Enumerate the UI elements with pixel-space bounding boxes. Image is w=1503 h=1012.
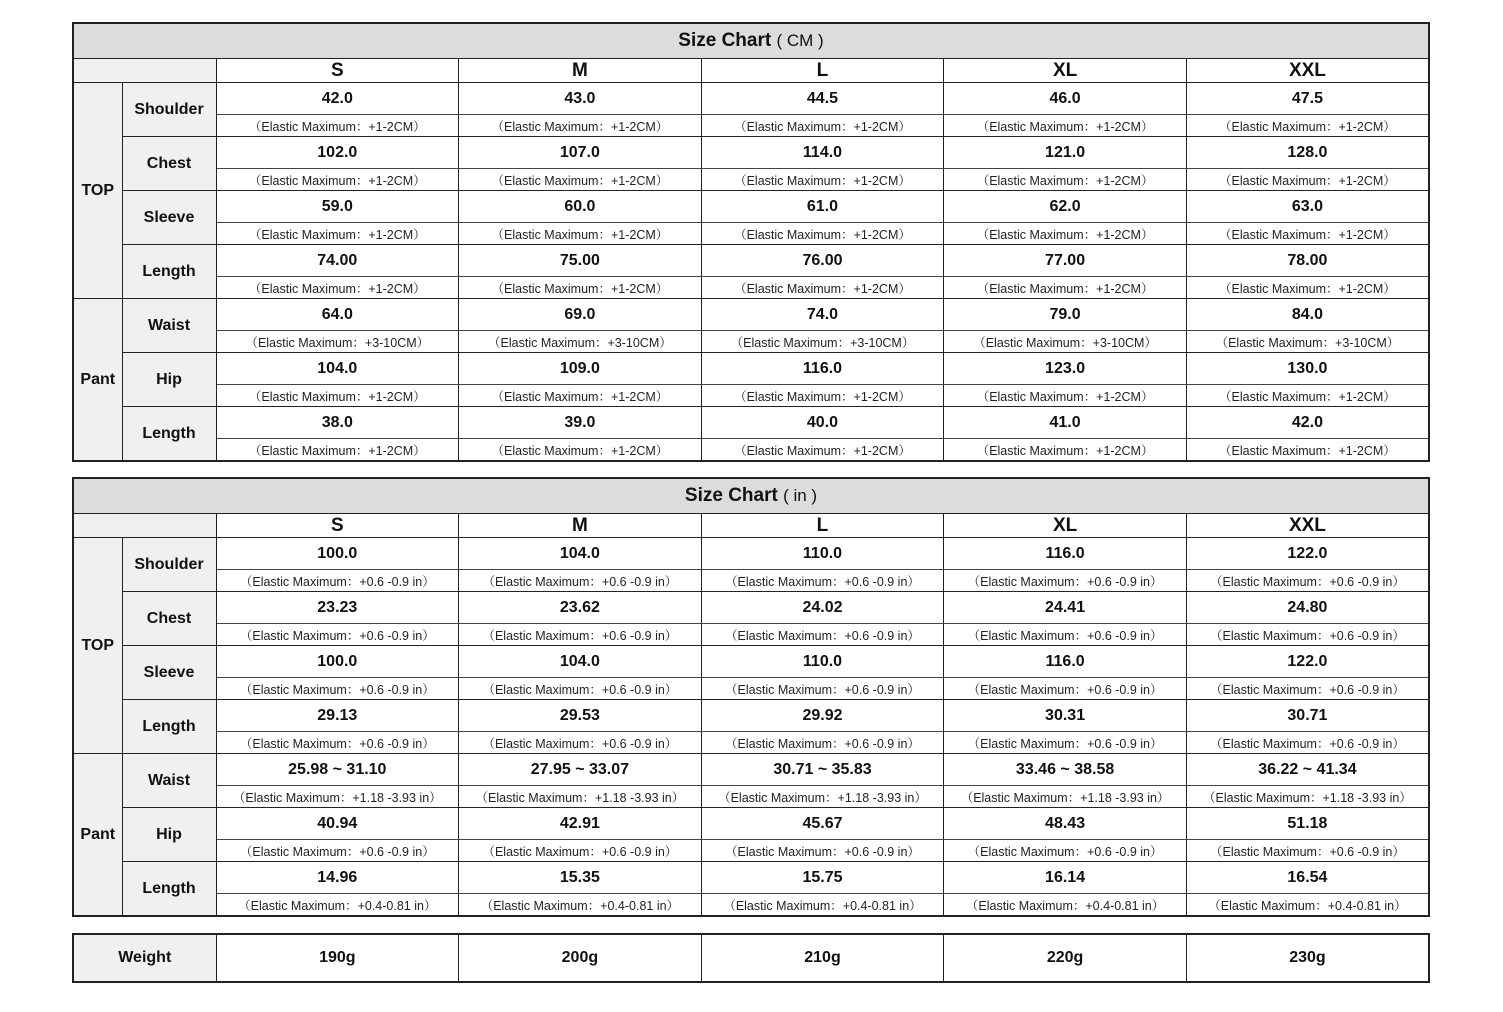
- elastic-note-row: [73, 570, 1429, 592]
- size-header-xxl: XXL: [1186, 59, 1429, 83]
- elastic-note: （Elastic Maximum：+0.6 -0.9 in）: [944, 732, 1187, 754]
- header-blank-cell: [73, 514, 216, 538]
- measurement-value: 23.62: [459, 592, 702, 624]
- measurement-value: 33.46 ~ 38.58: [944, 754, 1187, 786]
- measurement-value: 41.0: [944, 407, 1187, 439]
- elastic-note: （Elastic Maximum：+0.6 -0.9 in）: [216, 732, 459, 754]
- measurement-value: 78.00: [1186, 245, 1429, 277]
- measurement-value: 104.0: [459, 646, 702, 678]
- measurement-value: 122.0: [1186, 538, 1429, 570]
- elastic-note: （Elastic Maximum：+1-2CM）: [1186, 169, 1429, 191]
- measurement-value-row: [73, 191, 1429, 223]
- measurement-value: 100.0: [216, 646, 459, 678]
- measurement-value: 69.0: [459, 299, 702, 331]
- measurement-value-row: [73, 592, 1429, 624]
- elastic-note: （Elastic Maximum：+1.18 -3.93 in）: [216, 786, 459, 808]
- measurement-label-hip: Hip: [122, 808, 216, 862]
- elastic-note: （Elastic Maximum：+0.6 -0.9 in）: [1186, 570, 1429, 592]
- header-blank-cell: [73, 59, 216, 83]
- elastic-note: （Elastic Maximum：+1-2CM）: [1186, 223, 1429, 245]
- elastic-note: （Elastic Maximum：+1-2CM）: [944, 277, 1187, 299]
- elastic-note: （Elastic Maximum：+0.6 -0.9 in）: [944, 624, 1187, 646]
- category-pant: Pant: [73, 299, 122, 462]
- elastic-note: （Elastic Maximum：+0.6 -0.9 in）: [701, 678, 944, 700]
- elastic-note: （Elastic Maximum：+1-2CM）: [459, 277, 702, 299]
- chart-title-row: [73, 23, 1429, 59]
- elastic-note: （Elastic Maximum：+1-2CM）: [216, 169, 459, 191]
- measurement-value-row: [73, 137, 1429, 169]
- measurement-label-chest: Chest: [122, 137, 216, 191]
- measurement-value: 116.0: [701, 353, 944, 385]
- elastic-note: （Elastic Maximum：+1-2CM）: [459, 439, 702, 462]
- measurement-value: 77.00: [944, 245, 1187, 277]
- measurement-value: 76.00: [701, 245, 944, 277]
- measurement-value-row: [73, 808, 1429, 840]
- measurement-value-row: [73, 245, 1429, 277]
- measurement-label-waist: Waist: [122, 754, 216, 808]
- measurement-value: 62.0: [944, 191, 1187, 223]
- elastic-note: （Elastic Maximum：+0.6 -0.9 in）: [459, 624, 702, 646]
- measurement-value: 46.0: [944, 83, 1187, 115]
- measurement-value: 30.71 ~ 35.83: [701, 754, 944, 786]
- size-header-s: S: [216, 514, 459, 538]
- measurement-value: 14.96: [216, 862, 459, 894]
- measurement-label-sleeve: Sleeve: [122, 191, 216, 245]
- measurement-value: 42.91: [459, 808, 702, 840]
- size-header-row: [73, 59, 1429, 83]
- measurement-value: 110.0: [701, 538, 944, 570]
- elastic-note: （Elastic Maximum：+1-2CM）: [701, 115, 944, 137]
- measurement-value: 16.54: [1186, 862, 1429, 894]
- elastic-note: （Elastic Maximum：+0.6 -0.9 in）: [459, 840, 702, 862]
- measurement-value-row: [73, 700, 1429, 732]
- elastic-note-row: [73, 331, 1429, 353]
- elastic-note: （Elastic Maximum：+0.6 -0.9 in）: [701, 732, 944, 754]
- size-header-l: L: [701, 514, 944, 538]
- elastic-note: （Elastic Maximum：+1-2CM）: [944, 169, 1187, 191]
- measurement-value: 15.75: [701, 862, 944, 894]
- measurement-value: 44.5: [701, 83, 944, 115]
- elastic-note-row: [73, 277, 1429, 299]
- measurement-label-hip: Hip: [122, 353, 216, 407]
- measurement-value-row: [73, 646, 1429, 678]
- measurement-value-row: [73, 299, 1429, 331]
- elastic-note: （Elastic Maximum：+1-2CM）: [701, 223, 944, 245]
- measurement-value: 48.43: [944, 808, 1187, 840]
- measurement-value: 24.02: [701, 592, 944, 624]
- measurement-value: 16.14: [944, 862, 1187, 894]
- elastic-note-row: [73, 678, 1429, 700]
- measurement-value: 15.35: [459, 862, 702, 894]
- measurement-label-waist: Waist: [122, 299, 216, 353]
- measurement-label-chest: Chest: [122, 592, 216, 646]
- elastic-note: （Elastic Maximum：+1.18 -3.93 in）: [459, 786, 702, 808]
- elastic-note: （Elastic Maximum：+1-2CM）: [701, 169, 944, 191]
- measurement-value: 36.22 ~ 41.34: [1186, 754, 1429, 786]
- measurement-value: 102.0: [216, 137, 459, 169]
- measurement-value: 64.0: [216, 299, 459, 331]
- elastic-note-row: [73, 624, 1429, 646]
- measurement-value: 29.13: [216, 700, 459, 732]
- elastic-note: （Elastic Maximum：+1-2CM）: [216, 277, 459, 299]
- elastic-note: （Elastic Maximum：+0.6 -0.9 in）: [216, 840, 459, 862]
- elastic-note-row: [73, 223, 1429, 245]
- category-top: TOP: [73, 83, 122, 299]
- size-header-m: M: [459, 59, 702, 83]
- chart-title-text: Size Chart: [684, 485, 778, 506]
- chart-unit-text: ( in ): [783, 486, 818, 505]
- measurement-value: 30.71: [1186, 700, 1429, 732]
- measurement-value: 40.94: [216, 808, 459, 840]
- elastic-note-row: [73, 439, 1429, 462]
- measurement-value: 43.0: [459, 83, 702, 115]
- measurement-value: 38.0: [216, 407, 459, 439]
- measurement-value: 39.0: [459, 407, 702, 439]
- measurement-value: 23.23: [216, 592, 459, 624]
- elastic-note: （Elastic Maximum：+3-10CM）: [216, 331, 459, 353]
- measurement-value: 61.0: [701, 191, 944, 223]
- chart-title: [73, 23, 1429, 59]
- elastic-note: （Elastic Maximum：+0.6 -0.9 in）: [459, 570, 702, 592]
- elastic-note: （Elastic Maximum：+1-2CM）: [216, 223, 459, 245]
- elastic-note: （Elastic Maximum：+1-2CM）: [701, 385, 944, 407]
- measurement-value: 29.53: [459, 700, 702, 732]
- elastic-note-row: [73, 115, 1429, 137]
- elastic-note: （Elastic Maximum：+1-2CM）: [1186, 277, 1429, 299]
- measurement-value-row: [73, 407, 1429, 439]
- measurement-value: 42.0: [216, 83, 459, 115]
- measurement-value: 121.0: [944, 137, 1187, 169]
- category-pant: Pant: [73, 754, 122, 917]
- measurement-value: 45.67: [701, 808, 944, 840]
- elastic-note: （Elastic Maximum：+0.6 -0.9 in）: [459, 678, 702, 700]
- measurement-label-length: Length: [122, 700, 216, 754]
- elastic-note: （Elastic Maximum：+0.6 -0.9 in）: [944, 570, 1187, 592]
- elastic-note: （Elastic Maximum：+0.4-0.81 in）: [701, 894, 944, 917]
- measurement-value-row: [73, 83, 1429, 115]
- elastic-note-row: [73, 169, 1429, 191]
- elastic-note: （Elastic Maximum：+0.6 -0.9 in）: [944, 678, 1187, 700]
- measurement-value: 47.5: [1186, 83, 1429, 115]
- elastic-note-row: [73, 732, 1429, 754]
- elastic-note: （Elastic Maximum：+1.18 -3.93 in）: [1186, 786, 1429, 808]
- elastic-note: （Elastic Maximum：+1-2CM）: [1186, 439, 1429, 462]
- measurement-value: 116.0: [944, 538, 1187, 570]
- measurement-value-row: [73, 754, 1429, 786]
- elastic-note: （Elastic Maximum：+1-2CM）: [216, 385, 459, 407]
- measurement-value: 104.0: [459, 538, 702, 570]
- measurement-label-sleeve: Sleeve: [122, 646, 216, 700]
- elastic-note: （Elastic Maximum：+0.4-0.81 in）: [1186, 894, 1429, 917]
- measurement-value-row: [73, 862, 1429, 894]
- measurement-value: 122.0: [1186, 646, 1429, 678]
- chart-title-text: Size Chart: [678, 30, 772, 51]
- measurement-value: 27.95 ~ 33.07: [459, 754, 702, 786]
- measurement-value: 24.41: [944, 592, 1187, 624]
- size-header-row: [73, 514, 1429, 538]
- measurement-value: 40.0: [701, 407, 944, 439]
- elastic-note-row: [73, 894, 1429, 917]
- elastic-note: （Elastic Maximum：+0.6 -0.9 in）: [216, 624, 459, 646]
- category-top: TOP: [73, 538, 122, 754]
- elastic-note: （Elastic Maximum：+0.6 -0.9 in）: [1186, 840, 1429, 862]
- measurement-value: 42.0: [1186, 407, 1429, 439]
- elastic-note: （Elastic Maximum：+1.18 -3.93 in）: [701, 786, 944, 808]
- weight-value-m: 200g: [459, 934, 702, 982]
- measurement-label-length: Length: [122, 245, 216, 299]
- elastic-note: （Elastic Maximum：+1-2CM）: [216, 115, 459, 137]
- elastic-note: （Elastic Maximum：+1-2CM）: [1186, 385, 1429, 407]
- weight-value-l: 210g: [701, 934, 944, 982]
- elastic-note: （Elastic Maximum：+1-2CM）: [944, 115, 1187, 137]
- measurement-value: 60.0: [459, 191, 702, 223]
- elastic-note-row: [73, 385, 1429, 407]
- size-header-xl: XL: [944, 514, 1187, 538]
- size-header-xl: XL: [944, 59, 1187, 83]
- measurement-value: 107.0: [459, 137, 702, 169]
- measurement-value-row: [73, 538, 1429, 570]
- measurement-value: 104.0: [216, 353, 459, 385]
- measurement-value: 116.0: [944, 646, 1187, 678]
- elastic-note: （Elastic Maximum：+0.6 -0.9 in）: [459, 732, 702, 754]
- weight-value-xl: 220g: [944, 934, 1187, 982]
- chart-title: [73, 478, 1429, 514]
- measurement-value: 30.31: [944, 700, 1187, 732]
- elastic-note: （Elastic Maximum：+0.6 -0.9 in）: [1186, 732, 1429, 754]
- measurement-label-shoulder: Shoulder: [122, 538, 216, 592]
- weight-label: Weight: [73, 934, 216, 982]
- elastic-note: （Elastic Maximum：+0.6 -0.9 in）: [701, 840, 944, 862]
- measurement-value: 123.0: [944, 353, 1187, 385]
- weight-row: [73, 934, 1429, 982]
- elastic-note: （Elastic Maximum：+3-10CM）: [1186, 331, 1429, 353]
- measurement-value: 59.0: [216, 191, 459, 223]
- elastic-note: （Elastic Maximum：+0.4-0.81 in）: [216, 894, 459, 917]
- elastic-note: （Elastic Maximum：+0.6 -0.9 in）: [701, 624, 944, 646]
- measurement-value: 24.80: [1186, 592, 1429, 624]
- elastic-note-row: [73, 786, 1429, 808]
- measurement-value: 110.0: [701, 646, 944, 678]
- measurement-value: 114.0: [701, 137, 944, 169]
- elastic-note: （Elastic Maximum：+1-2CM）: [944, 223, 1187, 245]
- elastic-note: （Elastic Maximum：+1-2CM）: [701, 277, 944, 299]
- elastic-note: （Elastic Maximum：+1-2CM）: [1186, 115, 1429, 137]
- elastic-note: （Elastic Maximum：+3-10CM）: [701, 331, 944, 353]
- size-chart-cm-table: [72, 22, 1430, 462]
- measurement-value: 74.0: [701, 299, 944, 331]
- size-header-m: M: [459, 514, 702, 538]
- elastic-note: （Elastic Maximum：+1-2CM）: [459, 223, 702, 245]
- measurement-value: 75.00: [459, 245, 702, 277]
- size-header-l: L: [701, 59, 944, 83]
- chart-unit-text: ( CM ): [776, 31, 824, 50]
- measurement-label-length: Length: [122, 407, 216, 462]
- elastic-note: （Elastic Maximum：+1-2CM）: [944, 439, 1187, 462]
- elastic-note: （Elastic Maximum：+0.6 -0.9 in）: [1186, 678, 1429, 700]
- measurement-value: 109.0: [459, 353, 702, 385]
- measurement-value: 79.0: [944, 299, 1187, 331]
- size-header-xxl: XXL: [1186, 514, 1429, 538]
- measurement-value: 63.0: [1186, 191, 1429, 223]
- elastic-note: （Elastic Maximum：+1-2CM）: [216, 439, 459, 462]
- measurement-value-row: [73, 353, 1429, 385]
- weight-value-s: 190g: [216, 934, 459, 982]
- elastic-note: （Elastic Maximum：+1-2CM）: [459, 115, 702, 137]
- size-header-s: S: [216, 59, 459, 83]
- measurement-value: 74.00: [216, 245, 459, 277]
- elastic-note: （Elastic Maximum：+1.18 -3.93 in）: [944, 786, 1187, 808]
- elastic-note: （Elastic Maximum：+0.6 -0.9 in）: [701, 570, 944, 592]
- measurement-value: 29.92: [701, 700, 944, 732]
- measurement-label-shoulder: Shoulder: [122, 83, 216, 137]
- measurement-value: 100.0: [216, 538, 459, 570]
- elastic-note: （Elastic Maximum：+0.6 -0.9 in）: [216, 678, 459, 700]
- measurement-label-length: Length: [122, 862, 216, 917]
- elastic-note: （Elastic Maximum：+0.6 -0.9 in）: [1186, 624, 1429, 646]
- measurement-value: 84.0: [1186, 299, 1429, 331]
- elastic-note: （Elastic Maximum：+0.6 -0.9 in）: [944, 840, 1187, 862]
- measurement-value: 128.0: [1186, 137, 1429, 169]
- elastic-note-row: [73, 840, 1429, 862]
- elastic-note: （Elastic Maximum：+1-2CM）: [701, 439, 944, 462]
- elastic-note: （Elastic Maximum：+0.4-0.81 in）: [459, 894, 702, 917]
- elastic-note: （Elastic Maximum：+1-2CM）: [459, 169, 702, 191]
- size-chart-inch-table: [72, 477, 1430, 917]
- measurement-value: 51.18: [1186, 808, 1429, 840]
- elastic-note: （Elastic Maximum：+0.6 -0.9 in）: [216, 570, 459, 592]
- elastic-note: （Elastic Maximum：+1-2CM）: [459, 385, 702, 407]
- weight-value-xxl: 230g: [1186, 934, 1429, 982]
- chart-title-row: [73, 478, 1429, 514]
- measurement-value: 25.98 ~ 31.10: [216, 754, 459, 786]
- elastic-note: （Elastic Maximum：+1-2CM）: [944, 385, 1187, 407]
- elastic-note: （Elastic Maximum：+0.4-0.81 in）: [944, 894, 1187, 917]
- measurement-value: 130.0: [1186, 353, 1429, 385]
- elastic-note: （Elastic Maximum：+3-10CM）: [944, 331, 1187, 353]
- elastic-note: （Elastic Maximum：+3-10CM）: [459, 331, 702, 353]
- weight-table: [72, 933, 1430, 983]
